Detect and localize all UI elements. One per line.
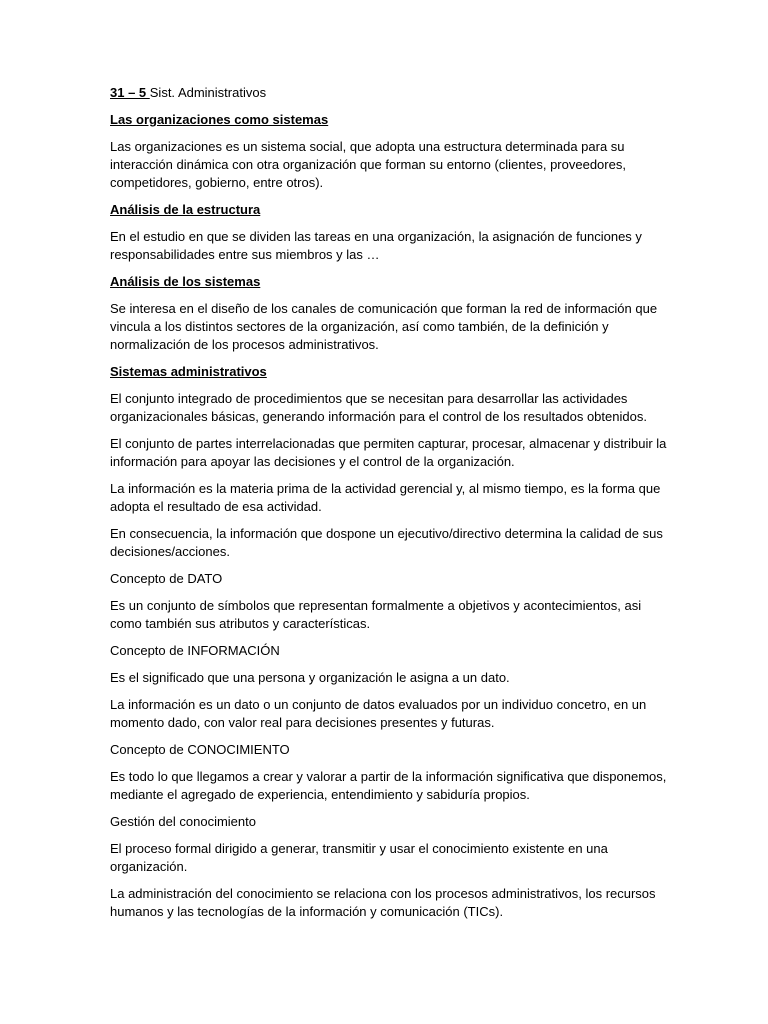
section-heading-sistemas-administrativos: Sistemas administrativos	[110, 364, 267, 379]
paragraph: La información es un dato o un conjunto de datos evaluados por un individuo concetro, en un momento dado, con valor real para decisiones presentes y futuras.	[110, 697, 647, 730]
paragraph: Se interesa en el diseño de los canales de comunicación que forman la red de información que vincula a los distintos sectores de la organización, así como también, de la definición y normalización de los procesos administrativos.	[110, 301, 658, 352]
concept-label-dato: Concepto de DATO	[110, 571, 223, 586]
paragraph: Es el significado que una persona y organización le asigna a un dato.	[110, 670, 510, 685]
concept-label-informacion: Concepto de INFORMACIÓN	[110, 643, 280, 658]
paragraph: Es todo lo que llegamos a crear y valorar a partir de la información significativa que disponemos, mediante el agregado de experiencia, entendimiento y sabiduría propios.	[110, 769, 667, 802]
paragraph: La administración del conocimiento se relaciona con los procesos administrativos, los recursos humanos y las tecnologías de la información y comunicación (TICs).	[110, 886, 656, 919]
section-heading-estructura: Análisis de la estructura	[110, 202, 261, 217]
course-name: Sist. Administrativos	[149, 85, 267, 100]
paragraph: Es un conjunto de símbolos que representan formalmente a objetivos y acontecimientos, asi como también sus atributos y características.	[110, 598, 642, 631]
course-number: 31 – 5	[110, 85, 150, 100]
concept-label-conocimiento: Concepto de CONOCIMIENTO	[110, 742, 290, 757]
document-page	[110, 84, 670, 930]
paragraph: La información es la materia prima de la actividad gerencial y, al mismo tiempo, es la forma que adopta el resultado de esa actividad.	[110, 481, 661, 514]
paragraph: El conjunto de partes interrelacionadas que permiten capturar, procesar, almacenar y distribuir la información para apoyar las decisiones y el control de la organización.	[110, 436, 667, 469]
concept-label-gestion: Gestión del conocimiento	[110, 814, 256, 829]
course-title	[110, 84, 670, 102]
paragraph: El proceso formal dirigido a generar, transmitir y usar el conocimiento existente en una organización.	[110, 841, 608, 874]
paragraph: El conjunto integrado de procedimientos que se necesitan para desarrollar las actividades organizacionales básicas, generando información para el control de los resultados obtenidos.	[110, 391, 647, 424]
section-heading-organizaciones: Las organizaciones como sistemas	[110, 112, 329, 127]
paragraph: Las organizaciones es un sistema social, que adopta una estructura determinada para su interacción dinámica con otra organización que forman su entorno (clientes, proveedores, competidores, gobierno, entre otros).	[110, 139, 626, 190]
paragraph: En consecuencia, la información que dospone un ejecutivo/directivo determina la calidad de sus decisiones/acciones.	[110, 526, 663, 559]
section-heading-sistemas: Análisis de los sistemas	[110, 274, 261, 289]
paragraph: En el estudio en que se dividen las tareas en una organización, la asignación de funciones y responsabilidades entre sus miembros y las …	[110, 229, 642, 262]
